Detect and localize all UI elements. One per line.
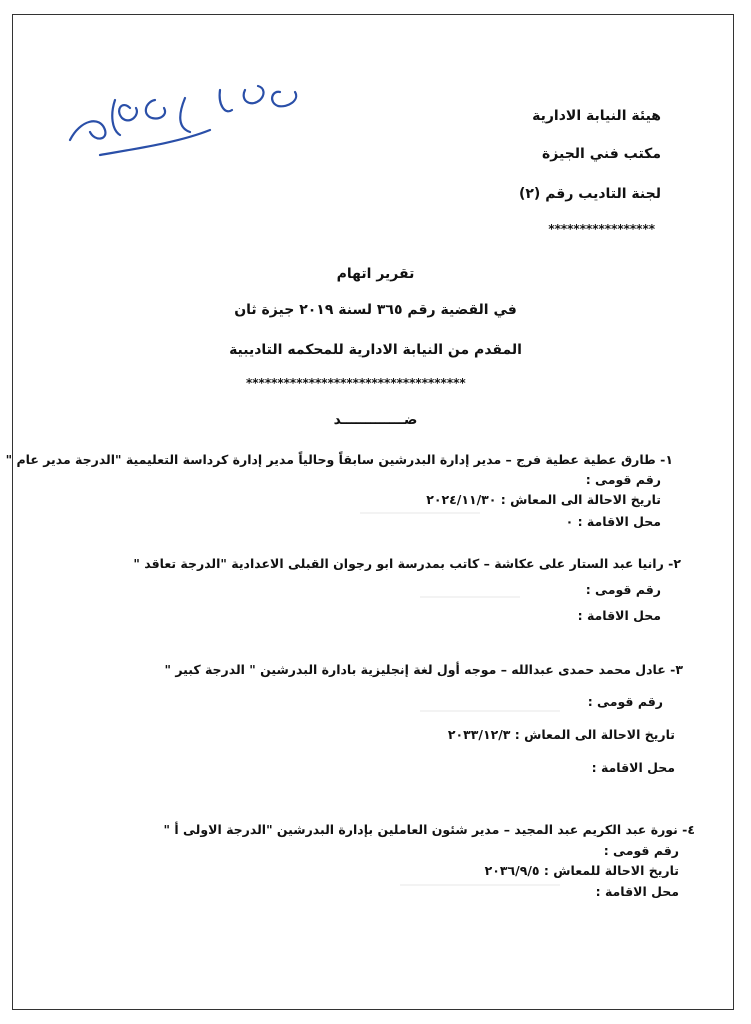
defendant-1-national-id: رقم قومى : (585, 472, 661, 487)
defendant-2-text: رانيا عبد الستار على عكاشة – كاتب بمدرسة ابو رجوان القبلى الاعدادية "الدرجة تعاقد " (133, 556, 664, 571)
defendant-1-residence: محل الاقامة : ٠ (565, 514, 661, 529)
defendant-3-number: ٣- (670, 662, 683, 677)
defendant-4-residence: محل الاقامة : (595, 884, 679, 899)
defendant-4-text: نورة عبد الكريم عبد المجيد – مدير شئون العاملين بإدارة البدرشين "الدرجة الاولى أ " (163, 822, 678, 837)
case-line: في القضية رقم ٣٦٥ لسنة ٢٠١٩ جيزة ثان (234, 302, 517, 318)
redaction-mark (420, 596, 520, 598)
defendant-3-retirement: تاريخ الاحالة الى المعاش : ٢٠٣٣/١٢/٣ (447, 727, 675, 742)
defendant-1-retirement: تاريخ الاحالة الى المعاش : ٢٠٢٤/١١/٣٠ (426, 492, 661, 507)
defendant-4-retirement: تاريخ الاحالة للمعاش : ٢٠٣٦/٩/٥ (484, 863, 679, 878)
defendant-3-text: عادل محمد حمدى عبدالله – موجه أول لغة إنجليزية بادارة البدرشين " الدرجة كبير " (164, 662, 666, 677)
defendant-2-residence: محل الاقامة : (577, 608, 661, 623)
defendant-1-number: ١- (660, 452, 673, 467)
committee-name: لجنة التاديب رقم (٢) (518, 186, 661, 202)
defendant-4-description (164, 822, 695, 837)
defendant-3-description (164, 662, 683, 677)
defendant-2-national-id: رقم قومى : (585, 582, 661, 597)
against-label: ضـــــــــــــد (333, 412, 418, 428)
redaction-mark (400, 884, 560, 886)
defendant-4-number: ٤- (682, 822, 695, 837)
report-title: تقرير اتهام (336, 266, 415, 282)
defendant-3-residence: محل الاقامة : (591, 760, 675, 775)
redaction-mark (420, 710, 560, 712)
submitted-line: المقدم من النيابة الادارية للمحكمه التاديبية (229, 342, 522, 358)
defendant-1-description (6, 452, 673, 467)
redaction-mark (360, 512, 480, 514)
defendant-2-number: ٢- (668, 556, 681, 571)
authority-name: هيئة النيابة الادارية (532, 108, 661, 124)
defendant-3-national-id: رقم قومى : (587, 694, 663, 709)
defendant-1-text: طارق عطية عطية فرج – مدير إدارة البدرشين سابقاً وحالياً مدير إدارة كرداسة التعليمية "الدرجة مدير عام " (5, 452, 656, 467)
defendant-2-description (133, 556, 681, 571)
header-divider: ***************** (548, 222, 655, 236)
handwritten-annotation (60, 70, 330, 174)
title-divider: *********************************** (246, 376, 466, 390)
defendant-4-national-id: رقم قومى : (603, 843, 679, 858)
handwriting-icon (60, 70, 330, 170)
office-name: مكتب فني الجيزة (542, 146, 661, 162)
